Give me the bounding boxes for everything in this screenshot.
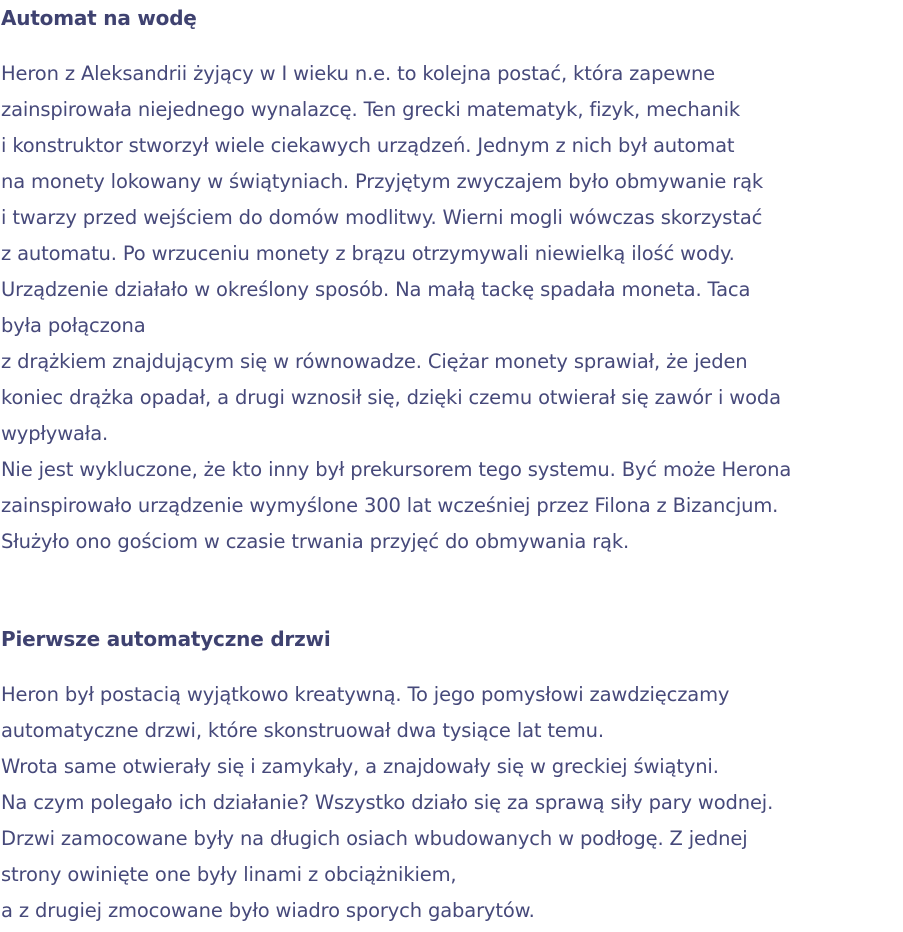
paragraph-line: była połączona xyxy=(1,314,146,337)
paragraph-line: Nie jest wykluczone, że kto inny był prekursorem tego systemu. Być może Herona xyxy=(1,458,792,481)
paragraph-line: Na czym polegało ich działanie? Wszystko działo się za sprawą siły pary wodnej. xyxy=(1,791,774,814)
paragraph-line: Drzwi zamocowane były na długich osiach wbudowanych w podłogę. Z jednej xyxy=(1,827,748,850)
paragraph-line: Heron był postacią wyjątkowo kreatywną. To jego pomysłowi zawdzięczamy xyxy=(1,683,730,706)
paragraph-line: a z drugiej zmocowane było wiadro sporych gabarytów. xyxy=(1,899,535,922)
paragraph-line: z drążkiem znajdującym się w równowadze. Ciężar monety sprawiał, że jeden xyxy=(1,350,748,373)
paragraph-line: zainspirowało urządzenie wymyślone 300 lat wcześniej przez Filona z Bizancjum. xyxy=(1,494,779,517)
section-paragraph-coin-automat xyxy=(1,56,791,560)
paragraph-line: z automatu. Po wrzuceniu monety z brązu otrzymywali niewielką ilość wody. xyxy=(1,242,735,265)
section-heading-coin-automat: Automat na wodę xyxy=(1,6,197,30)
paragraph-line: na monety lokowany w świątyniach. Przyjętym zwyczajem było obmywanie rąk xyxy=(1,170,764,193)
paragraph-line: zainspirowała niejednego wynalazcę. Ten grecki matematyk, fizyk, mechanik xyxy=(1,98,741,121)
paragraph-line: wypływała. xyxy=(1,422,109,445)
paragraph-line: koniec drążka opadał, a drugi wznosił się, dzięki czemu otwierał się zawór i woda xyxy=(1,386,781,409)
section-paragraph-automatic-doors xyxy=(1,677,773,929)
paragraph-line: i konstruktor stworzył wiele ciekawych urządzeń. Jednym z nich był automat xyxy=(1,134,735,157)
paragraph-line: Urządzenie działało w określony sposób. Na małą tackę spadała moneta. Taca xyxy=(1,278,751,301)
paragraph-line: Heron z Aleksandrii żyjący w I wieku n.e. to kolejna postać, która zapewne xyxy=(1,62,715,85)
paragraph-line: strony owinięte one były linami z obciążnikiem, xyxy=(1,863,457,886)
paragraph-line: automatyczne drzwi, które skonstruował dwa tysiące lat temu. xyxy=(1,719,604,742)
section-heading-automatic-doors: Pierwsze automatyczne drzwi xyxy=(1,627,331,651)
paragraph-line: Służyło ono gościom w czasie trwania przyjęć do obmywania rąk. xyxy=(1,530,630,553)
paragraph-line: i twarzy przed wejściem do domów modlitwy. Wierni mogli wówczas skorzystać xyxy=(1,206,763,229)
paragraph-line: Wrota same otwierały się i zamykały, a znajdowały się w greckiej świątyni. xyxy=(1,755,719,778)
